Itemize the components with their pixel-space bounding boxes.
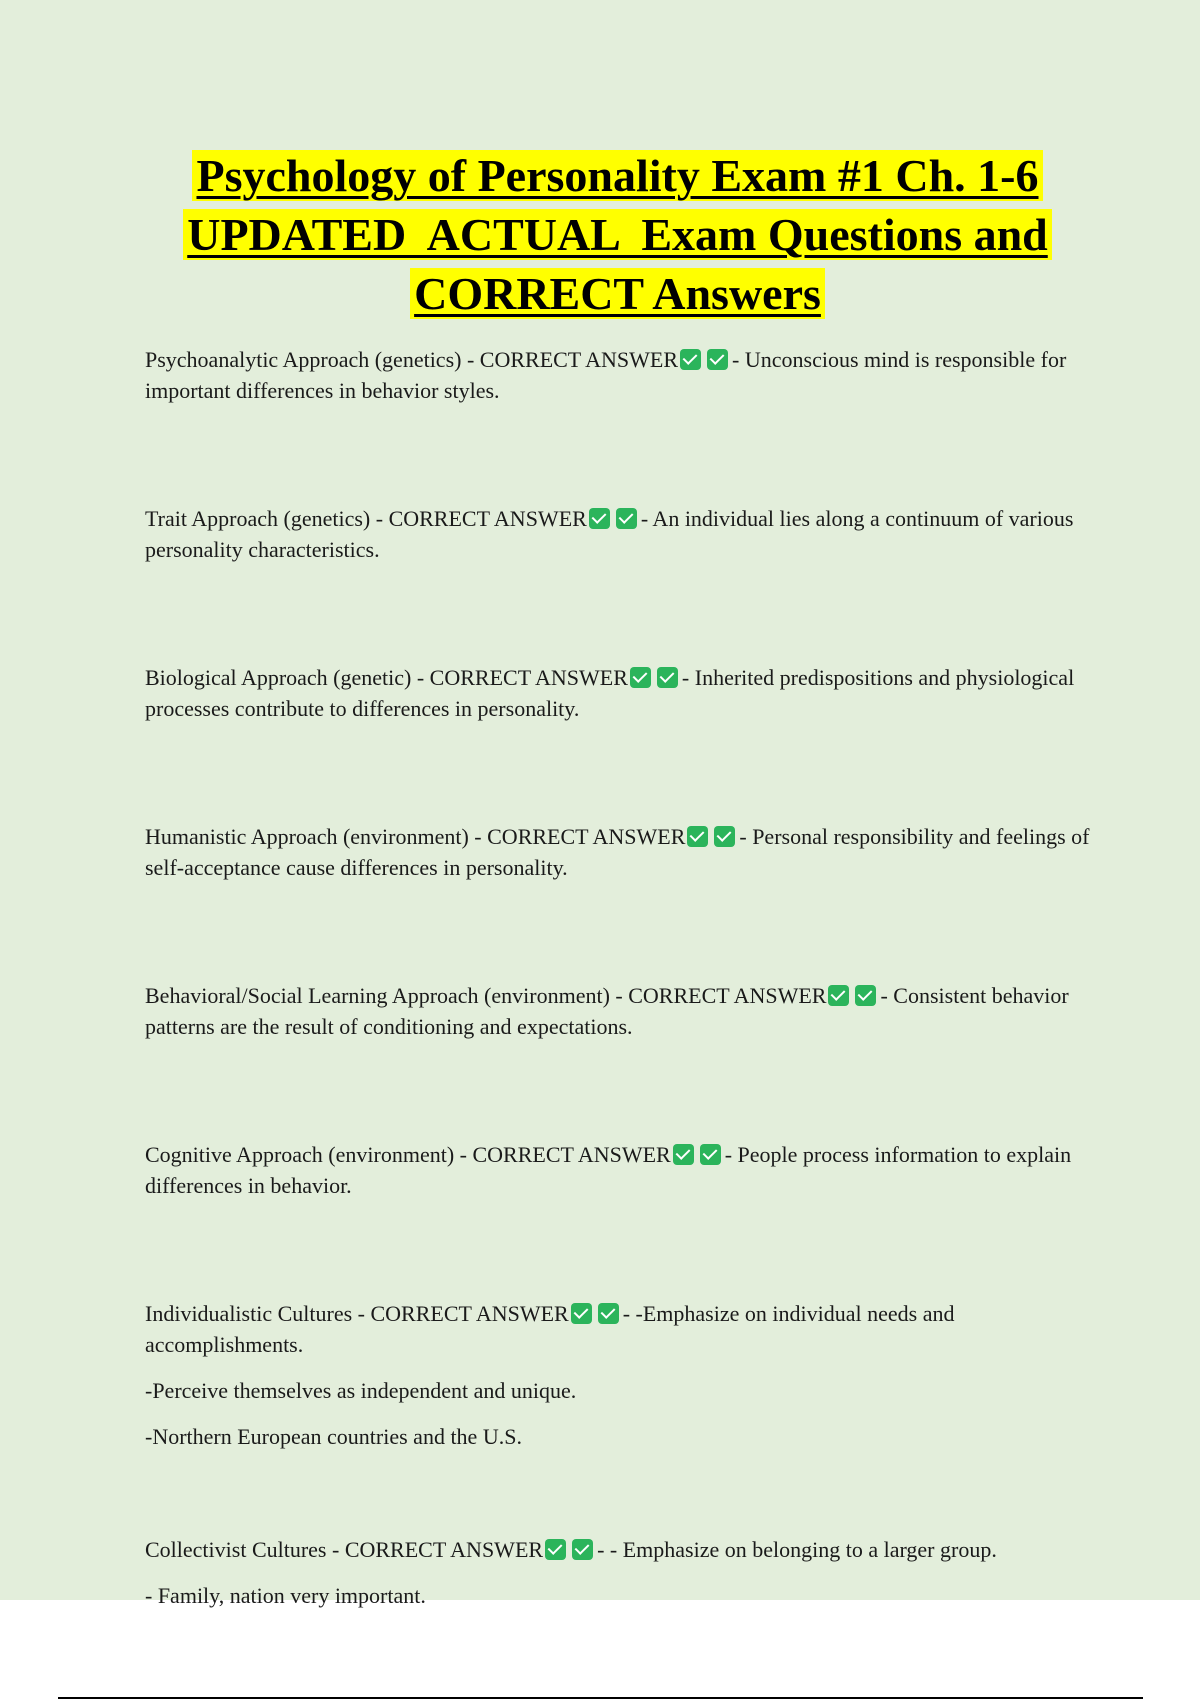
check-mark-icon — [707, 349, 728, 370]
qa-term: Trait Approach (genetics) - CORRECT ANSWER — [145, 506, 587, 531]
footer-divider — [58, 1697, 1143, 1699]
document-title — [100, 146, 1135, 323]
check-mark-icon — [589, 508, 610, 529]
qa-definition: - - Emphasize on belonging to a larger group. — [597, 1537, 997, 1562]
qa-entry-text — [145, 662, 1090, 724]
check-mark-icon — [571, 1303, 592, 1324]
qa-term: Collectivist Cultures - CORRECT ANSWER — [145, 1537, 544, 1562]
check-mark-icon — [572, 1539, 593, 1560]
qa-entry-text — [145, 821, 1090, 883]
check-mark-icon — [657, 667, 678, 688]
qa-term: Biological Approach (genetic) - CORRECT ANSWER — [145, 665, 628, 690]
check-mark-icon — [714, 826, 735, 847]
check-mark-icon — [687, 826, 708, 847]
qa-entry-text — [145, 1534, 1090, 1565]
entry-list — [145, 344, 1090, 1693]
qa-definition: - Unconscious mind is responsible for important differences in behavior styles. — [145, 347, 1067, 403]
check-mark-icon — [828, 985, 849, 1006]
qa-term: Humanistic Approach (environment) - CORRECT ANSWER — [145, 824, 686, 849]
qa-extra-line: -Perceive themselves as independent and unique. — [145, 1378, 577, 1403]
qa-definition: - Consistent behavior patterns are the result of conditioning and expectations. — [145, 983, 1069, 1039]
title-line: CORRECT Answers — [410, 268, 825, 319]
qa-entry-text — [145, 980, 1090, 1042]
check-mark-icon — [545, 1539, 566, 1560]
check-mark-icon — [673, 1144, 694, 1165]
qa-entry — [145, 1534, 1090, 1611]
qa-entry — [145, 980, 1090, 1042]
qa-term: Psychoanalytic Approach (genetics) - CORRECT ANSWER — [145, 347, 679, 372]
qa-entry — [145, 344, 1090, 406]
title-line: UPDATED ACTUAL Exam Questions and — [183, 209, 1052, 260]
qa-term: Individualistic Cultures - CORRECT ANSWER — [145, 1301, 569, 1326]
check-mark-icon — [616, 508, 637, 529]
check-mark-icon — [598, 1303, 619, 1324]
check-mark-icon — [630, 667, 651, 688]
qa-definition: - People process information to explain differences in behavior. — [145, 1142, 1072, 1198]
qa-term: Cognitive Approach (environment) - CORRECT ANSWER — [145, 1142, 671, 1167]
qa-entry — [145, 1139, 1090, 1201]
qa-definition: - Inherited predispositions and physiological processes contribute to differences in personality. — [145, 665, 1075, 721]
title-line: Psychology of Personality Exam #1 Ch. 1-6 — [192, 150, 1042, 201]
check-mark-icon — [680, 349, 701, 370]
qa-entry-text — [145, 344, 1090, 406]
check-mark-icon — [855, 985, 876, 1006]
qa-definition: - Personal responsibility and feelings of self-acceptance cause differences in personality. — [145, 824, 1090, 880]
qa-term: Behavioral/Social Learning Approach (environment) - CORRECT ANSWER — [145, 983, 827, 1008]
qa-entry — [145, 662, 1090, 724]
qa-entry-text — [145, 1298, 1090, 1360]
qa-extra-line: -Northern European countries and the U.S. — [145, 1424, 522, 1449]
qa-entry — [145, 503, 1090, 565]
qa-definition: - An individual lies along a continuum of various personality characteristics. — [145, 506, 1074, 562]
qa-entry — [145, 1298, 1090, 1452]
qa-entry-text — [145, 1139, 1090, 1201]
qa-entry-text — [145, 503, 1090, 565]
qa-definition: - -Emphasize on individual needs and accomplishments. — [145, 1301, 955, 1357]
qa-extra-line: - Family, nation very important. — [145, 1583, 426, 1608]
qa-entry — [145, 821, 1090, 883]
check-mark-icon — [700, 1144, 721, 1165]
